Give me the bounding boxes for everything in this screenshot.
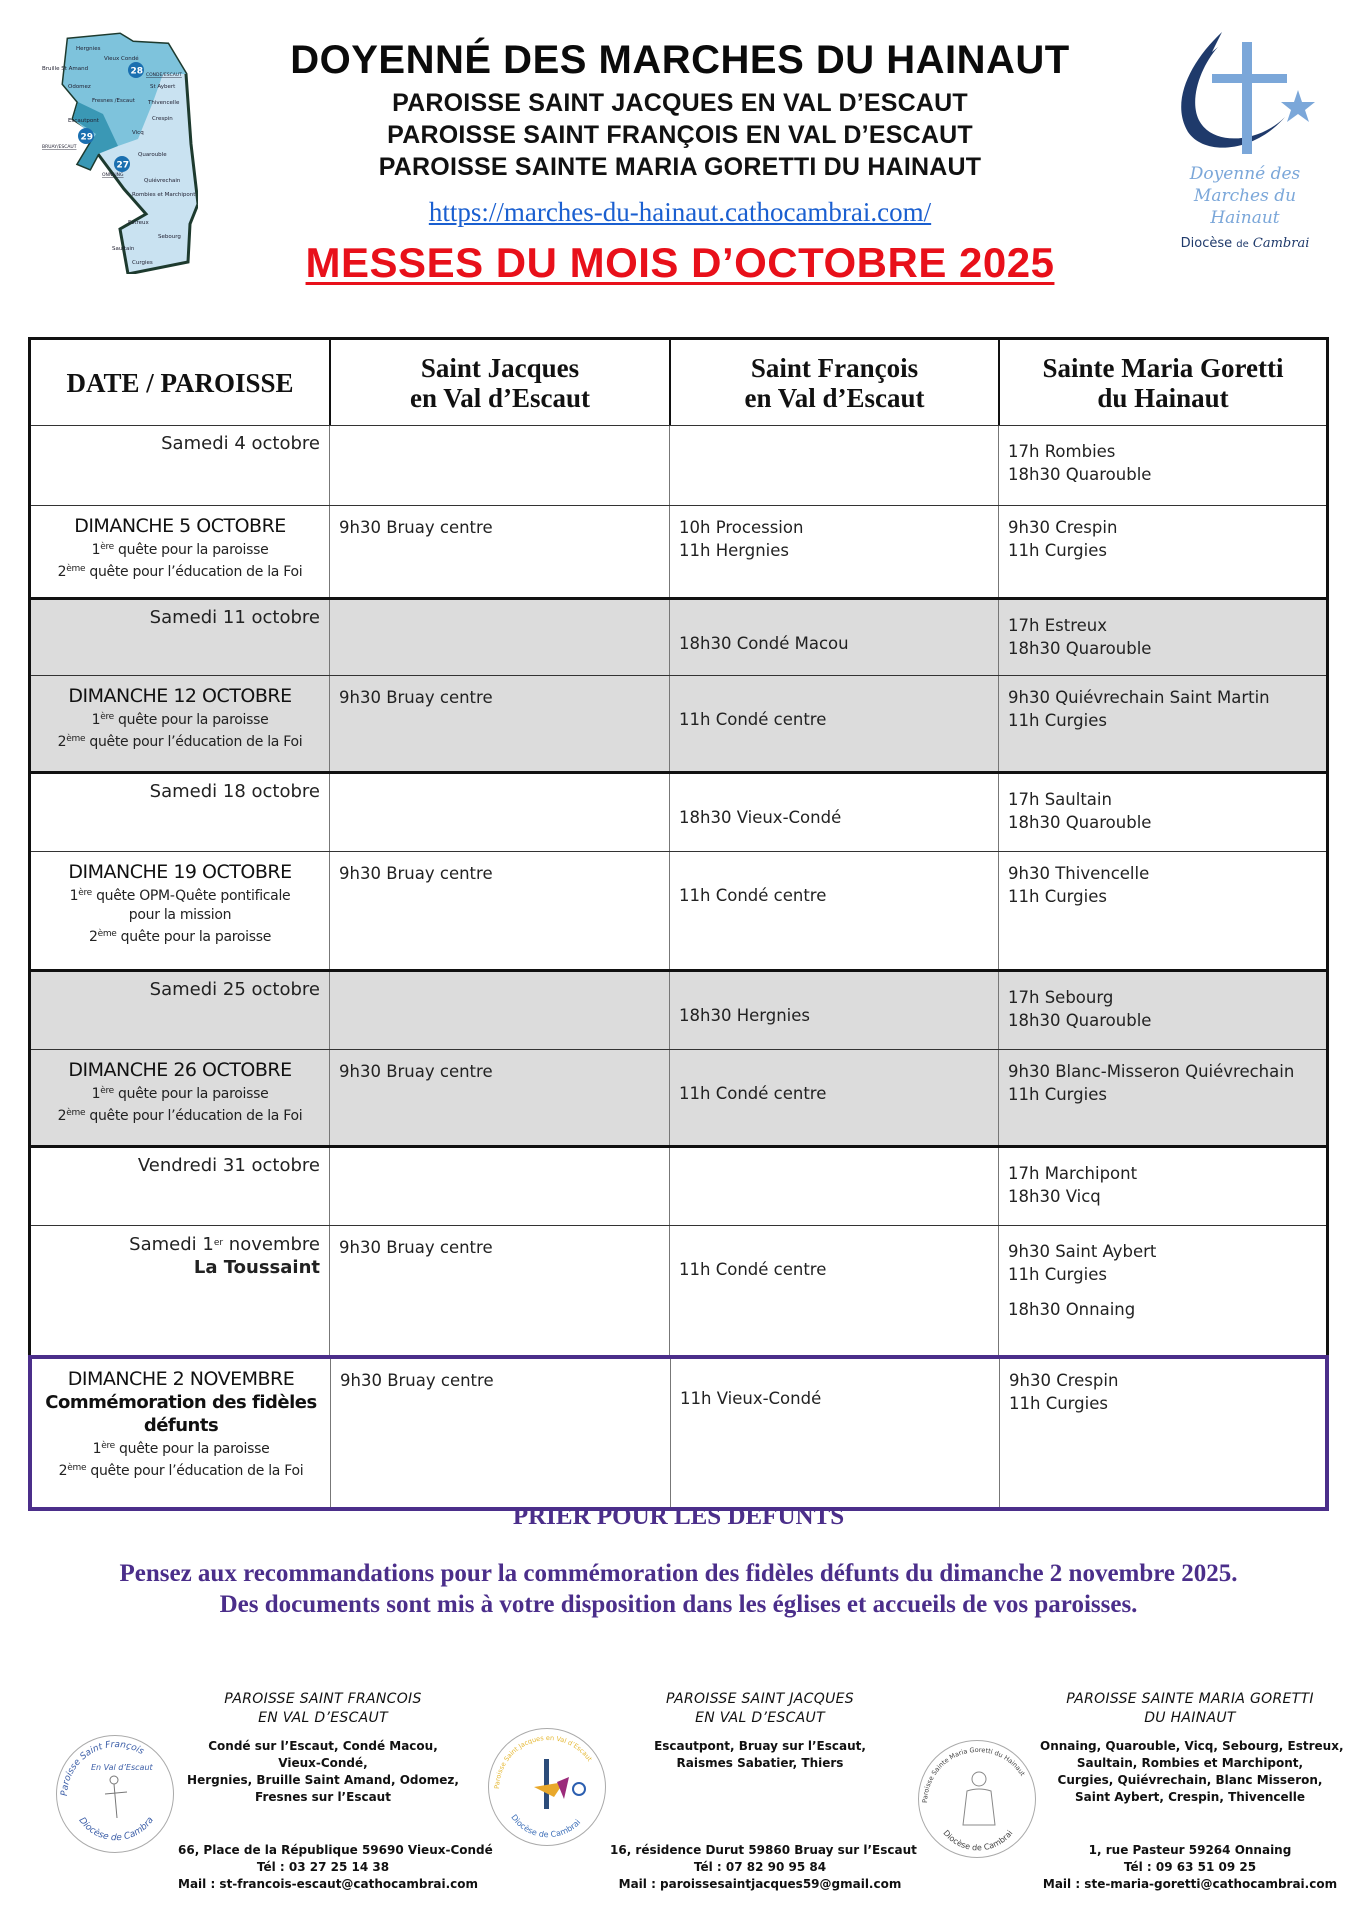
- sector-name: ONNAING: [102, 173, 124, 178]
- svg-text:27: 27: [116, 160, 130, 171]
- saint-jacques-cell: [329, 506, 669, 597]
- table-row: [31, 425, 1326, 505]
- mass-entry: 18h30 Vicq: [1008, 1187, 1101, 1206]
- mass-entry: 11h Curgies: [1008, 541, 1107, 560]
- parish-line-jacques: PAROISSE SAINT JACQUES EN VAL D’ESCAUT: [392, 89, 968, 117]
- mass-entry: 18h30 Onnaing: [1008, 1300, 1136, 1319]
- mass-entry: 9h30 Bruay centre: [340, 1371, 494, 1390]
- mass-entry: 9h30 Blanc-Misseron Quiévrechain: [1008, 1062, 1295, 1081]
- notice-line-2: Des documents sont mis à votre disposition dans les églises et accueils de vos paroisses.: [219, 1591, 1138, 1618]
- email[interactable]: Mail : ste-maria-goretti@cathocambrai.com: [1042, 1877, 1338, 1891]
- date-title: Samedi 18 octobre: [149, 781, 320, 802]
- date-cell: [32, 1359, 330, 1507]
- saint-francois-contact-block: [178, 1690, 493, 1891]
- date-cell: [31, 972, 329, 1049]
- month-title: MESSES DU MOIS D’OCTOBRE 2025: [305, 239, 1055, 286]
- goretti-cell: [998, 1148, 1326, 1225]
- map-label: Estreux: [128, 220, 149, 226]
- map-label: Fresnes /Escaut: [92, 98, 135, 104]
- svg-text:Diocèse de Cambrai: Diocèse de Cambra: [76, 1815, 156, 1844]
- saint-jacques-cell: [329, 972, 669, 1049]
- parish-name-2: DU HAINAUT: [1144, 1710, 1236, 1726]
- mass-entry: 11h Condé centre: [679, 1260, 827, 1279]
- goretti-cell: [998, 852, 1326, 969]
- logo-line-1: Doyenné des: [1189, 164, 1301, 184]
- mass-entry: 9h30 Thivencelle: [1008, 864, 1150, 883]
- goretti-cell: [998, 506, 1326, 597]
- saint-francois-cell: [669, 1050, 998, 1145]
- saint-francois-cell: [669, 774, 998, 851]
- mass-entry: 9h30 Saint Aybert: [1008, 1242, 1157, 1261]
- saint-jacques-cell: [329, 774, 669, 851]
- date-cell: [31, 1148, 329, 1225]
- mass-entry: 18h30 Quarouble: [1008, 1011, 1152, 1030]
- saint-jacques-cell: [329, 676, 669, 771]
- map-label: Quarouble: [138, 152, 167, 158]
- mass-schedule-table: [28, 337, 1329, 1511]
- collection-note-2: 2ème quête pour l’éducation de la Foi: [57, 1108, 303, 1124]
- date-cell: [31, 1050, 329, 1145]
- date-title: Samedi 11 octobre: [149, 607, 320, 628]
- logo-line-2: Marches du: [1193, 186, 1297, 206]
- saint-francois-cell: [669, 506, 998, 597]
- saint-francois-cell: [669, 1148, 998, 1225]
- mass-entry: 11h Condé centre: [679, 1084, 827, 1103]
- mass-entry: 9h30 Crespin: [1008, 518, 1118, 537]
- mass-entry: 18h30 Quarouble: [1008, 465, 1152, 484]
- logo-line-3: Hainaut: [1210, 208, 1280, 228]
- contact-details: [1040, 1842, 1340, 1893]
- deanery-map: [28, 24, 198, 274]
- goretti-cell: [998, 774, 1326, 851]
- map-label: Crespin: [152, 116, 173, 122]
- email[interactable]: Mail : st-francois-escaut@cathocambrai.com: [178, 1877, 479, 1891]
- mass-entry: 11h Curgies: [1009, 1394, 1108, 1413]
- table-row: [31, 851, 1326, 969]
- mass-entry: 18h30 Hergnies: [679, 1006, 811, 1025]
- svg-text:Paroisse Sainte Maria Goretti: Paroisse Sainte Maria Goretti du Hainaut: [920, 1745, 1027, 1804]
- date-subtitle: La Toussaint: [193, 1257, 320, 1278]
- collection-note-1: 1ère quête pour la paroisse: [91, 542, 269, 558]
- date-title: DIMANCHE 12 OCTOBRE: [68, 685, 292, 707]
- saint-francois-cell: [669, 426, 998, 505]
- map-label: Thivencelle: [148, 100, 180, 106]
- address: 1, rue Pasteur 59264 Onnaing: [1088, 1843, 1292, 1857]
- mass-entry: 11h Curgies: [1008, 1265, 1107, 1284]
- saint-francois-cell: [669, 600, 998, 675]
- date-title: Samedi 25 octobre: [149, 979, 320, 1000]
- website-link[interactable]: https://marches-du-hainaut.cathocambrai.com/: [428, 197, 932, 227]
- goretti-contact-block: [1040, 1690, 1344, 1891]
- saint-jacques-cell: [329, 852, 669, 969]
- mass-entry: 9h30 Quiévrechain Saint Martin: [1008, 688, 1270, 707]
- mass-entry: 18h30 Quarouble: [1008, 639, 1152, 658]
- date-cell: [31, 426, 329, 505]
- goretti-cell: [999, 1359, 1325, 1507]
- map-label: Vicq: [132, 130, 144, 136]
- date-title: DIMANCHE 5 OCTOBRE: [74, 515, 286, 537]
- sector-29-badge: [78, 128, 94, 144]
- parish-name-2: EN VAL D’ESCAUT: [258, 1710, 388, 1726]
- col-header-saint-francois: Saint François en Val d’Escaut: [669, 340, 998, 425]
- date-cell: [31, 506, 329, 597]
- date-cell: [31, 1226, 329, 1355]
- saint-jacques-cell: [329, 600, 669, 675]
- sector-27-badge: [114, 156, 130, 172]
- table-row: [31, 1145, 1326, 1225]
- collection-note-1: 1ère quête OPM-Quête pontificale: [69, 888, 291, 904]
- mass-entry: 17h Sebourg: [1008, 988, 1114, 1007]
- towns-list: Condé sur l’Escaut, Condé Macou, Vieux-Condé, Hergnies, Bruille Saint Amand, Odomez, Fresnes sur l’Escaut: [187, 1739, 459, 1804]
- svg-text:Diocèse de Cambrai: Diocèse de Cambrai: [941, 1828, 1015, 1853]
- collection-note-2: 2ème quête pour l’éducation de la Foi: [57, 564, 303, 580]
- saint-jacques-cell: [329, 426, 669, 505]
- towns-list: Onnaing, Quarouble, Vicq, Sebourg, Estreux, Saultain, Rombies et Marchipont, Curgies, Quiévrechain, Blanc Misseron, Saint Aybert, Crespin, Thivencelle: [1040, 1739, 1344, 1804]
- sector-name: BRUAY/ESCAUT: [42, 145, 77, 150]
- map-label: St Aybert: [150, 84, 176, 90]
- address: 66, Place de la République 59690 Vieux-Condé: [178, 1843, 493, 1857]
- collection-note-1: 1ère quête pour la paroisse: [91, 1086, 269, 1102]
- collection-note-2: 2ème quête pour l’éducation de la Foi: [57, 734, 303, 750]
- saint-jacques-contact-block: [610, 1690, 917, 1891]
- map-label: Vieux Condé: [104, 56, 139, 62]
- contact-details: [610, 1842, 917, 1893]
- map-label: Curgies: [132, 260, 153, 266]
- parish-line-goretti: PAROISSE SAINTE MARIA GORETTI DU HAINAUT: [378, 153, 982, 181]
- date-title: DIMANCHE 26 OCTOBRE: [68, 1059, 292, 1081]
- mass-entry: 11h Hergnies: [679, 541, 790, 560]
- mass-entry: 9h30 Bruay centre: [339, 688, 493, 707]
- svg-text:Diocèse de Cambrai: Diocèse de Cambrai: [509, 1812, 583, 1840]
- deanery-logo: [1160, 22, 1330, 262]
- table-row: [28, 1355, 1329, 1511]
- mass-entry: 11h Condé centre: [679, 886, 827, 905]
- collection-note-1: 1ère quête pour la paroisse: [91, 712, 269, 728]
- map-label: Sebourg: [158, 234, 181, 240]
- date-title: DIMANCHE 19 OCTOBRE: [68, 861, 292, 883]
- deanery-title: DOYENNÉ DES MARCHES DU HAINAUT: [290, 38, 1070, 82]
- parish-name: PAROISSE SAINT FRANCOIS: [224, 1691, 422, 1707]
- saint-francois-cell: [669, 676, 998, 771]
- logo-diocese: Diocèse de Cambrai: [1180, 236, 1310, 251]
- contact-details: [178, 1842, 493, 1893]
- address: 16, résidence Durut 59860 Bruay sur l’Escaut: [610, 1843, 917, 1857]
- map-label: Quiévrechain: [144, 178, 181, 184]
- mass-entry: 17h Saultain: [1008, 790, 1112, 809]
- table-header: [31, 340, 1326, 425]
- parish-name: PAROISSE SAINTE MARIA GORETTI: [1066, 1691, 1314, 1707]
- notice-text: [0, 1558, 1357, 1620]
- svg-text:En Val d’Escaut: En Val d’Escaut: [91, 1763, 153, 1772]
- saint-francois-cell: [669, 852, 998, 969]
- goretti-cell: [998, 972, 1326, 1049]
- collection-note-1b: pour la mission: [128, 907, 232, 923]
- map-label: Bruille St Amand: [42, 66, 89, 72]
- map-label: Rombies et Marchipont: [132, 192, 196, 198]
- notice-line-1: Pensez aux recommandations pour la commémoration des fidèles défunts du dimanche 2 novembre 2025.: [119, 1560, 1238, 1587]
- mass-entry: 11h Curgies: [1008, 711, 1107, 730]
- col-header-goretti: Sainte Maria Goretti du Hainaut: [998, 340, 1326, 425]
- mass-entry: 11h Curgies: [1008, 887, 1107, 906]
- goretti-cell: [998, 426, 1326, 505]
- goretti-cell: [998, 600, 1326, 675]
- map-label: Odomez: [68, 84, 91, 90]
- towns-list: Escautpont, Bruay sur l’Escaut, Raismes Sabatier, Thiers: [654, 1739, 866, 1770]
- cross-star-icon: [1160, 22, 1330, 162]
- svg-text:29: 29: [80, 132, 94, 143]
- mass-entry: 11h Vieux-Condé: [680, 1389, 822, 1408]
- table-row: [31, 771, 1326, 851]
- sector-name: CONDE/ESCAUT: [146, 73, 182, 78]
- sector-28-badge: [128, 62, 144, 78]
- saint-jacques-cell: [329, 1226, 669, 1355]
- table-row: [31, 597, 1326, 675]
- svg-text:28: 28: [130, 66, 144, 77]
- phone: Tél : 09 63 51 09 25: [1123, 1860, 1257, 1874]
- parish-line-francois: PAROISSE SAINT FRANÇOIS EN VAL D’ESCAUT: [387, 121, 973, 149]
- map-label: Hergnies: [76, 46, 101, 52]
- mass-entry: 11h Curgies: [1008, 1085, 1107, 1104]
- table-row: [31, 1049, 1326, 1145]
- phone: Tél : 07 82 90 95 84: [693, 1860, 827, 1874]
- col-header-date: DATE / PAROISSE: [66, 367, 294, 398]
- table-row: [31, 969, 1326, 1049]
- table-row: [31, 505, 1326, 597]
- date-title: Vendredi 31 octobre: [137, 1155, 320, 1176]
- mass-entry: 18h30 Condé Macou: [679, 634, 849, 653]
- saint-jacques-cell: [329, 1050, 669, 1145]
- collection-note-1: 1ère quête pour la paroisse: [92, 1441, 270, 1457]
- date-cell: [31, 774, 329, 851]
- saint-francois-cell: [670, 1359, 999, 1507]
- goretti-cell: [998, 676, 1326, 771]
- map-label: Saultain: [112, 246, 135, 252]
- svg-text:Paroisse Saint Jacques en Val: Paroisse Saint Jacques en Val d’Escaut: [492, 1734, 594, 1790]
- goretti-seal: [918, 1740, 1036, 1858]
- date-cell: [31, 676, 329, 771]
- parish-name: PAROISSE SAINT JACQUES: [666, 1691, 854, 1707]
- table-row: [31, 1225, 1326, 1355]
- date-title: Samedi 1er novembre: [129, 1234, 320, 1255]
- mass-entry: 9h30 Bruay centre: [339, 864, 493, 883]
- table-row: [31, 675, 1326, 771]
- mass-entry: 18h30 Quarouble: [1008, 813, 1152, 832]
- saint-jacques-cell: [330, 1359, 670, 1507]
- date-subtitle: Commémoration des fidèles: [45, 1392, 317, 1413]
- goretti-cell: [998, 1050, 1326, 1145]
- notice-title: PRIER POUR LES DEFUNTS: [512, 1503, 845, 1530]
- svg-text:Paroisse Saint François: Paroisse Saint François: [59, 1739, 146, 1797]
- mass-entry: 17h Estreux: [1008, 616, 1107, 635]
- mass-entry: 9h30 Bruay centre: [339, 518, 493, 537]
- saint-jacques-seal: [488, 1728, 606, 1846]
- parish-name-2: EN VAL D’ESCAUT: [695, 1710, 825, 1726]
- goretti-cell: [998, 1226, 1326, 1355]
- saint-francois-seal: [56, 1735, 174, 1853]
- saint-francois-cell: [669, 1226, 998, 1355]
- mass-entry: 11h Condé centre: [679, 710, 827, 729]
- collection-note-2: 2ème quête pour l’éducation de la Foi: [58, 1463, 304, 1479]
- map-label: Escautpont: [68, 118, 99, 124]
- mass-entry: 17h Rombies: [1008, 442, 1116, 461]
- mass-entry: 18h30 Vieux-Condé: [679, 808, 842, 827]
- col-header-saint-jacques: Saint Jacques en Val d’Escaut: [329, 340, 669, 425]
- date-cell: [31, 852, 329, 969]
- mass-entry: 9h30 Bruay centre: [339, 1062, 493, 1081]
- collection-note-2: 2ème quête pour la paroisse: [88, 929, 272, 945]
- saint-jacques-cell: [329, 1148, 669, 1225]
- date-cell: [31, 600, 329, 675]
- mass-entry: 9h30 Crespin: [1009, 1371, 1119, 1390]
- phone: Tél : 03 27 25 14 38: [256, 1860, 390, 1874]
- mass-entry: 9h30 Bruay centre: [339, 1238, 493, 1257]
- email[interactable]: Mail : paroissesaintjacques59@gmail.com: [618, 1877, 902, 1891]
- date-title: Samedi 4 octobre: [161, 433, 320, 454]
- mass-entry: 10h Procession: [679, 518, 804, 537]
- date-subtitle-2: défunts: [143, 1415, 219, 1436]
- date-title: DIMANCHE 2 NOVEMBRE: [67, 1368, 295, 1390]
- mass-entry: 17h Marchipont: [1008, 1164, 1138, 1183]
- saint-francois-cell: [669, 972, 998, 1049]
